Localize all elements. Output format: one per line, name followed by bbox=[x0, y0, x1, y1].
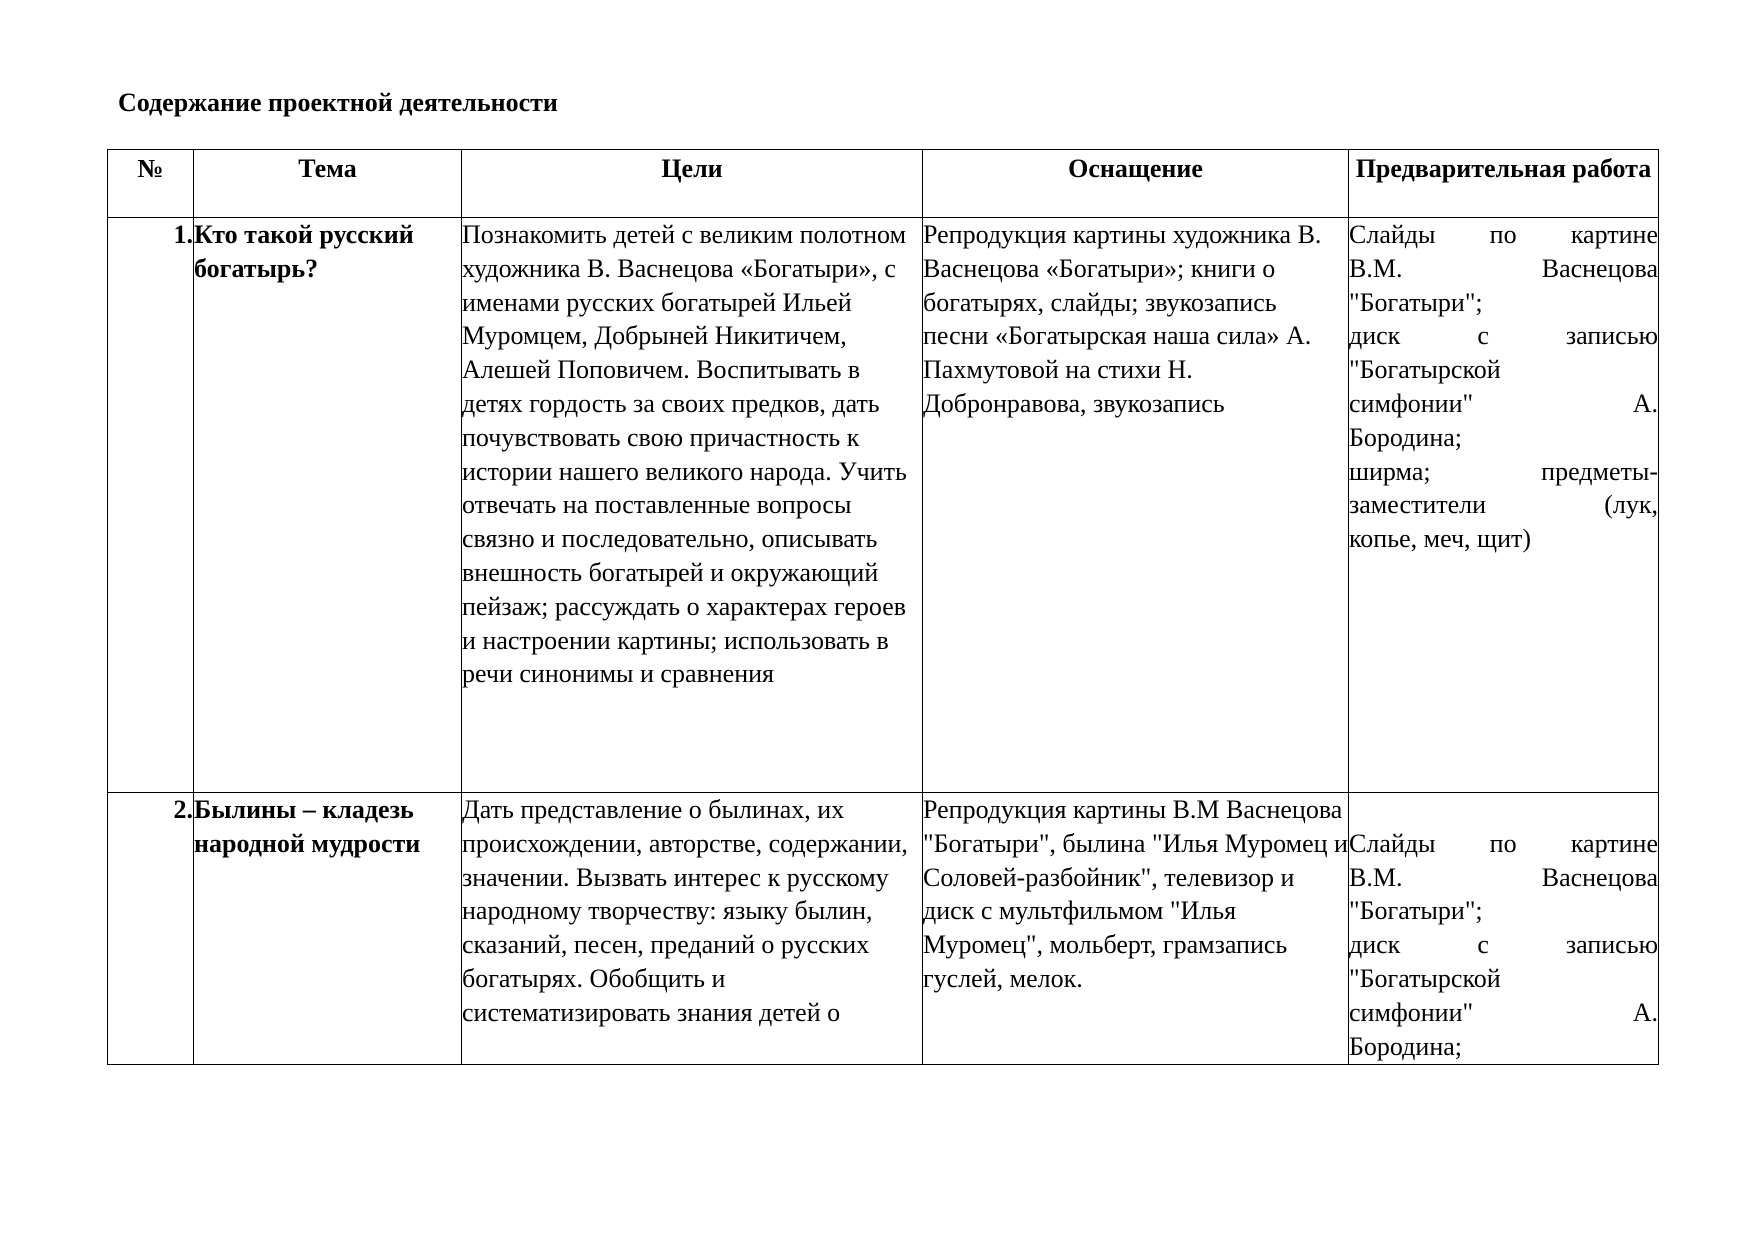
table-row bbox=[108, 218, 1659, 793]
preliminary-line: В.М. Васнецова bbox=[1349, 862, 1658, 892]
preliminary-line: "Богатырской bbox=[1349, 963, 1501, 993]
preliminary-line: Бородина; bbox=[1349, 422, 1463, 452]
row-equipment: Репродукция картины В.М Васнецова "Богатыри", былина "Илья Муромец и Соловей-разбойник", телевизор и диск с мультфильмом "Илья Муромец", мольберт, грамзапись гуслей, мелок. bbox=[923, 793, 1349, 1065]
header-equipment: Оснащение bbox=[923, 150, 1349, 218]
table-row bbox=[108, 793, 1659, 1065]
preliminary-line: Слайды по картине bbox=[1349, 828, 1658, 858]
preliminary-line: Бородина; bbox=[1349, 1031, 1463, 1061]
preliminary-line: заместители (лук, bbox=[1349, 490, 1658, 520]
preliminary-line: В.М. Васнецова bbox=[1349, 253, 1658, 283]
table-header-row bbox=[108, 150, 1659, 218]
preliminary-line: симфонии" А. bbox=[1349, 997, 1658, 1027]
preliminary-line: "Богатыри"; bbox=[1349, 896, 1483, 926]
header-topic: Тема bbox=[194, 150, 462, 218]
row-preliminary bbox=[1349, 793, 1659, 1065]
row-number: 1. bbox=[108, 218, 194, 793]
preliminary-line: Слайды по картине bbox=[1349, 220, 1658, 249]
page-title: Содержание проектной деятельности bbox=[118, 88, 558, 117]
header-number: № bbox=[108, 150, 194, 218]
row-equipment: Репродукция картины художника В. Васнецова «Богатыри»; книги о богатырях, слайды; звукозапись песни «Богатырская наша сила» А. Пахмутовой на стихи Н. Добронравова, звукозапись bbox=[923, 218, 1349, 793]
header-preliminary: Предварительная работа bbox=[1349, 150, 1659, 218]
project-table bbox=[107, 149, 1659, 1065]
preliminary-line: симфонии" А. bbox=[1349, 388, 1658, 418]
preliminary-line: диск с записью bbox=[1349, 321, 1658, 351]
row-topic: Былины – кладезь народной мудрости bbox=[194, 793, 462, 1065]
row-number: 2. bbox=[108, 793, 194, 1065]
preliminary-line: ширма; предметы- bbox=[1349, 456, 1658, 486]
preliminary-line: диск с записью bbox=[1349, 930, 1658, 960]
preliminary-line: копье, меч, щит) bbox=[1349, 524, 1531, 554]
row-preliminary bbox=[1349, 218, 1659, 793]
preliminary-line: "Богатырской bbox=[1349, 355, 1501, 385]
row-topic: Кто такой русский богатырь? bbox=[194, 218, 462, 793]
row-goals: Познакомить детей с великим полотном художника В. Васнецова «Богатыри», с именами русских богатырей Ильей Муромцем, Добрыней Никитичем, Алешей Поповичем. Воспитывать в детях гордость за своих предков, дать почувствовать свою причастность к истории нашего великого народа. Учить отвечать на поставленные вопросы связно и последовательно, описывать внешность богатырей и окружающий пейзаж; рассуждать о характерах героев и настроении картины; использовать в речи синонимы и сравнения bbox=[462, 218, 923, 793]
row-goals: Дать представление о былинах, их происхождении, авторстве, содержании, значении. Вызвать интерес к русскому народному творчеству: языку былин, сказаний, песен, преданий о русских богатырях. Обобщить и систематизировать знания детей о bbox=[462, 793, 923, 1065]
header-goals: Цели bbox=[462, 150, 923, 218]
preliminary-line: "Богатыри"; bbox=[1349, 287, 1483, 317]
